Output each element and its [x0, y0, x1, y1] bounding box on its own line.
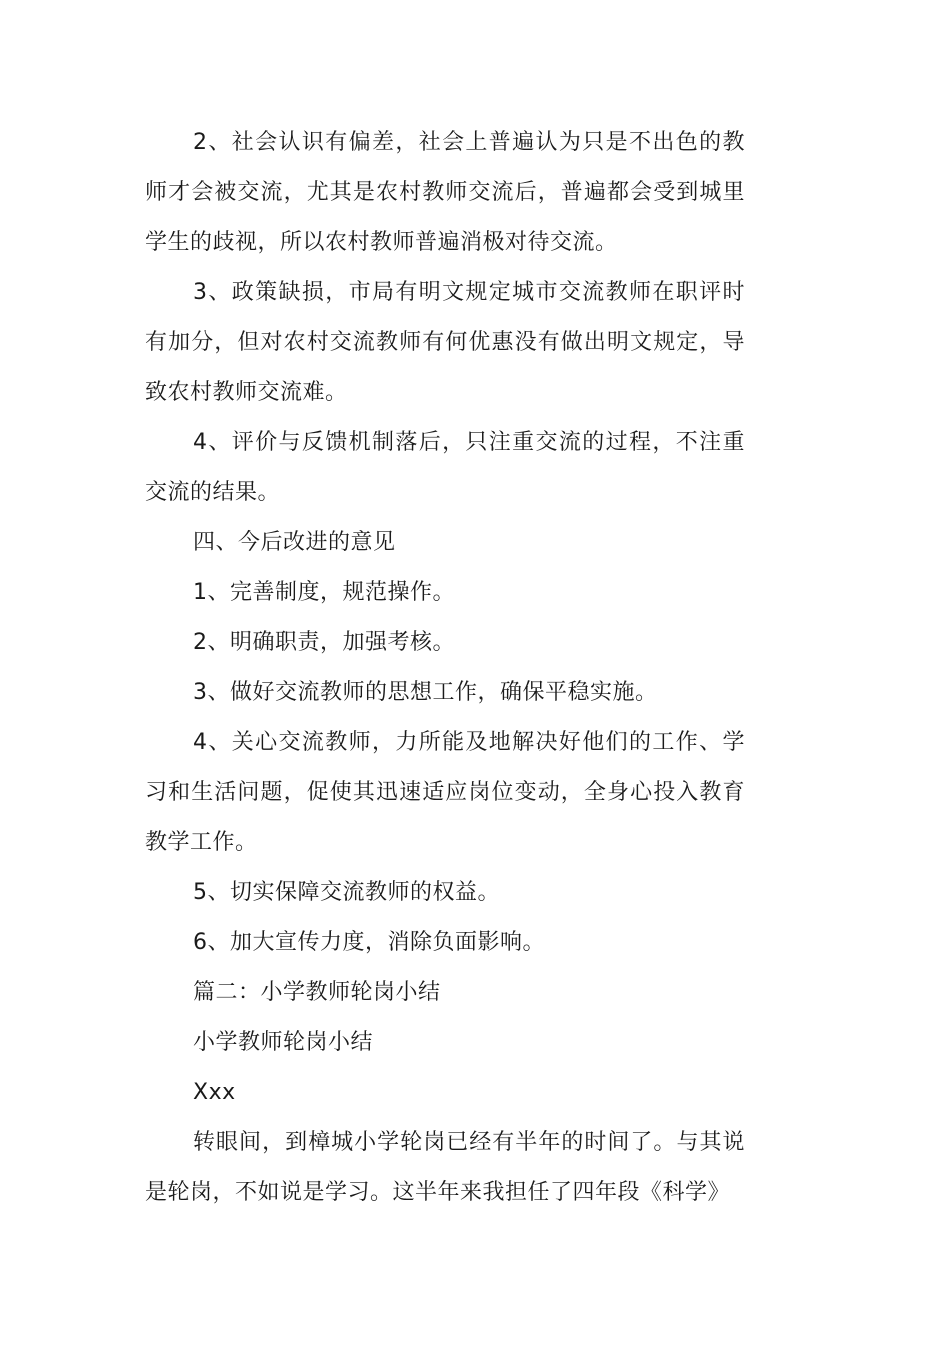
- paragraph-issue-2: 2、社会认识有偏差，社会上普遍认为只是不出色的教师才会被交流，尤其是农村教师交流后，普遍都会受到城里学生的歧视，所以农村教师普遍消极对待交流。: [145, 130, 745, 255]
- paragraph-improvement-5: 5、切实保障交流教师的权益。: [193, 880, 500, 905]
- section-heading-part-two: 篇二：小学教师轮岗小结: [193, 980, 441, 1005]
- section-heading-improvements: 四、今后改进的意见: [193, 530, 396, 555]
- paragraph-improvement-4: 4、关心交流教师，力所能及地解决好他们的工作、学习和生活问题，促使其迅速适应岗位变动，全身心投入教育教学工作。: [145, 730, 745, 855]
- paragraph-improvement-2: 2、明确职责，加强考核。: [193, 630, 455, 655]
- author-name: Xxx: [193, 1080, 236, 1105]
- paragraph-improvement-6: 6、加大宣传力度，消除负面影响。: [193, 930, 545, 955]
- paragraph-issue-4: 4、评价与反馈机制落后，只注重交流的过程，不注重交流的结果。: [145, 430, 745, 505]
- paragraph-intro: 转眼间，到樟城小学轮岗已经有半年的时间了。与其说是轮岗，不如说是学习。这半年来我担任了四年段《科学》: [145, 1130, 745, 1205]
- paragraph-issue-3: 3、政策缺损，市局有明文规定城市交流教师在职评时有加分，但对农村交流教师有何优惠没有做出明文规定，导致农村教师交流难。: [145, 280, 745, 405]
- document-body: [145, 118, 745, 1218]
- paragraph-improvement-1: 1、完善制度，规范操作。: [193, 580, 455, 605]
- document-title: 小学教师轮岗小结: [193, 1030, 374, 1055]
- paragraph-improvement-3: 3、做好交流教师的思想工作，确保平稳实施。: [193, 680, 658, 705]
